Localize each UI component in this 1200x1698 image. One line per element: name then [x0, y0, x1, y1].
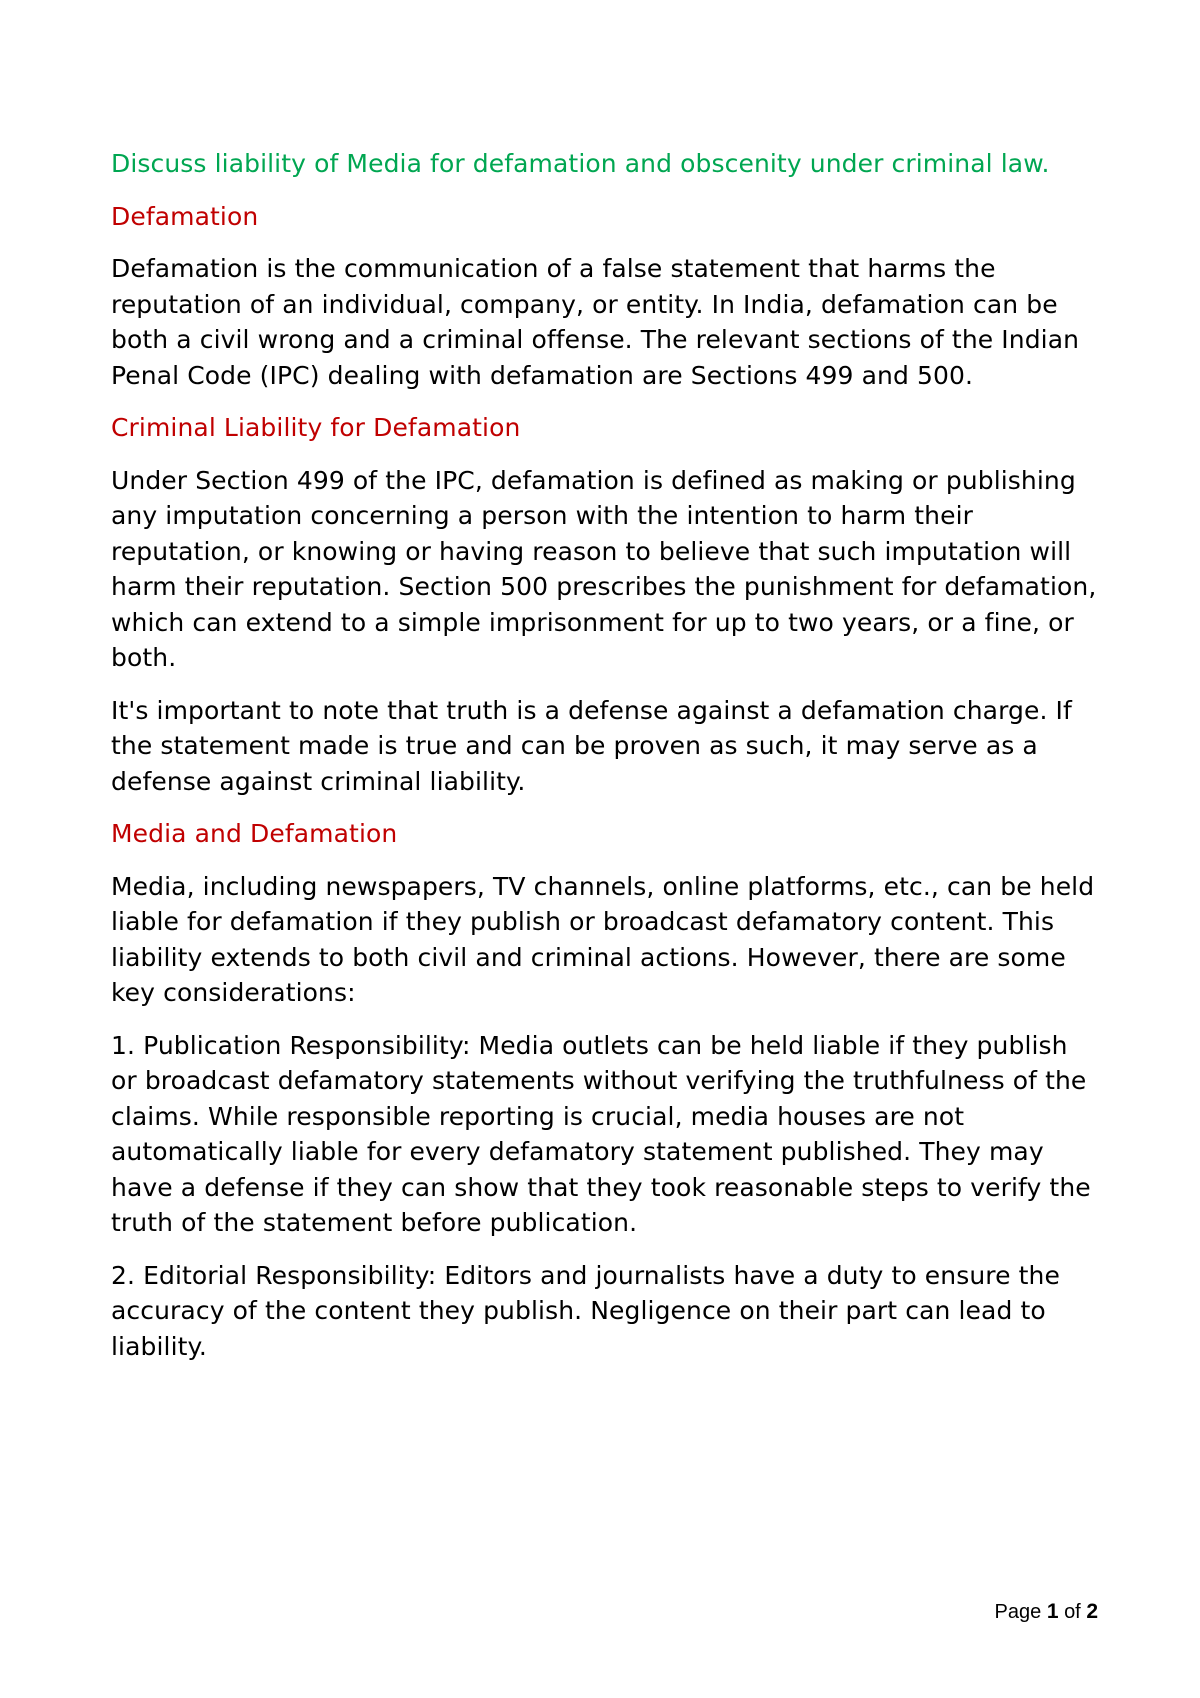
page-number-footer	[995, 1600, 1098, 1624]
paragraph: Media, including newspapers, TV channels, online platforms, etc., can be held liable for defamation if they publish or broadcast defamatory content. This liability extends to both civil and criminal actions. However, there are some key considerations:	[111, 871, 1095, 1007]
page-word: Page	[994, 1601, 1042, 1623]
paragraph: Under Section 499 of the IPC, defamation is defined as making or publishing any imputation concerning a person with the intention to harm their reputation, or knowing or having reason to believe that such imputation will harm their reputation. Section 500 prescribes the punishment for defamation, which can extend to a simple imprisonment for up to two years, or a fine, or both.	[111, 465, 1097, 672]
paragraph: 2. Editorial Responsibility: Editors and journalists have a duty to ensure the accuracy of the content they publish. Negligence on their part can lead to liability.	[111, 1260, 1060, 1361]
document-title: Discuss liability of Media for defamation and obscenity under criminal law.	[111, 149, 1050, 178]
document-body	[111, 146, 1101, 1381]
of-word: of	[1064, 1601, 1081, 1623]
paragraph: Defamation is the communication of a false statement that harms the reputation of an individual, company, or entity. In India, defamation can be both a civil wrong and a criminal offense. The relevant sections of the Indian Penal Code (IPC) dealing with defamation are Sections 499 and 500.	[111, 254, 1080, 390]
current-page-number: 1	[1046, 1600, 1059, 1623]
section-heading-criminal-liability: Criminal Liability for Defamation	[111, 413, 521, 442]
total-page-count: 2	[1086, 1600, 1098, 1623]
section-heading-defamation: Defamation	[111, 201, 259, 231]
section-heading-media-defamation: Media and Defamation	[111, 819, 398, 848]
paragraph: It's important to note that truth is a defense against a defamation charge. If the statement made is true and can be proven as such, it may serve as a defense against criminal liability.	[111, 695, 1072, 796]
paragraph: 1. Publication Responsibility: Media outlets can be held liable if they publish or broadcast defamatory statements without verifying the truthfulness of the claims. While responsible reporting is crucial, media houses are not automatically liable for every defamatory statement published. They may have a defense if they can show that they took reasonable steps to verify the truth of the statement before publication.	[111, 1030, 1091, 1237]
